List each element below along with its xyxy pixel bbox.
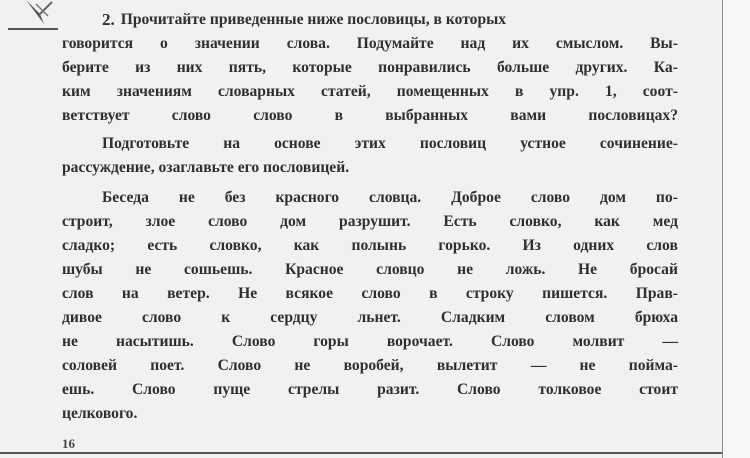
task-line: ветствует слово слово в выбранных вами пословицах? <box>62 107 678 124</box>
page-edge <box>722 0 750 458</box>
proverb-line: не насытишь. Слово горы ворочает. Слово молвит — <box>62 333 678 350</box>
proverb-line: целкового. <box>62 405 138 422</box>
proverb-line: шубы не сошьешь. Красное словцо не ложь. Не бросай <box>62 261 678 278</box>
prep-line: рассуждение, озаглавьте его пословицей. <box>62 159 350 176</box>
exercise-number: 2. <box>102 10 115 29</box>
task-line <box>62 8 678 32</box>
task-line: ким значениям словарных статей, помещенных в упр. 1, соот- <box>62 83 678 100</box>
proverb-line: слов на ветер. Не всякое слово в строку пишется. Прав- <box>62 285 678 302</box>
exercise-text <box>62 8 678 426</box>
proverb-line: ешь. Слово пуще стрелы разит. Слово толковое стоит <box>62 381 678 398</box>
pen-icon <box>22 0 58 26</box>
page-number: 16 <box>62 436 75 451</box>
footer-rule <box>0 452 722 454</box>
proverb-line: Беседа не без красного словца. Доброе слово дом по- <box>102 189 678 206</box>
task-line-text: Прочитайте приведенные ниже пословицы, в которых <box>120 11 507 28</box>
proverb-line: сладко; есть словко, как полынь горько. Из одних слов <box>62 237 678 254</box>
prep-line: Подготовьте на основе этих пословиц устное сочинение- <box>102 135 678 152</box>
task-line: говорится о значении слова. Подумайте над их смыслом. Вы- <box>62 35 678 52</box>
proverb-line: дивое слово к сердцу льнет. Сладким словом брюха <box>62 309 678 326</box>
task-line: берите из них пять, которые понравились больше других. Ка- <box>62 59 678 76</box>
header-rule <box>8 28 58 30</box>
proverb-line: строит, злое слово дом разрушит. Есть словко, как мед <box>62 213 678 230</box>
proverb-line: соловей поет. Слово не воробей, вылетит — не пойма- <box>62 357 678 374</box>
